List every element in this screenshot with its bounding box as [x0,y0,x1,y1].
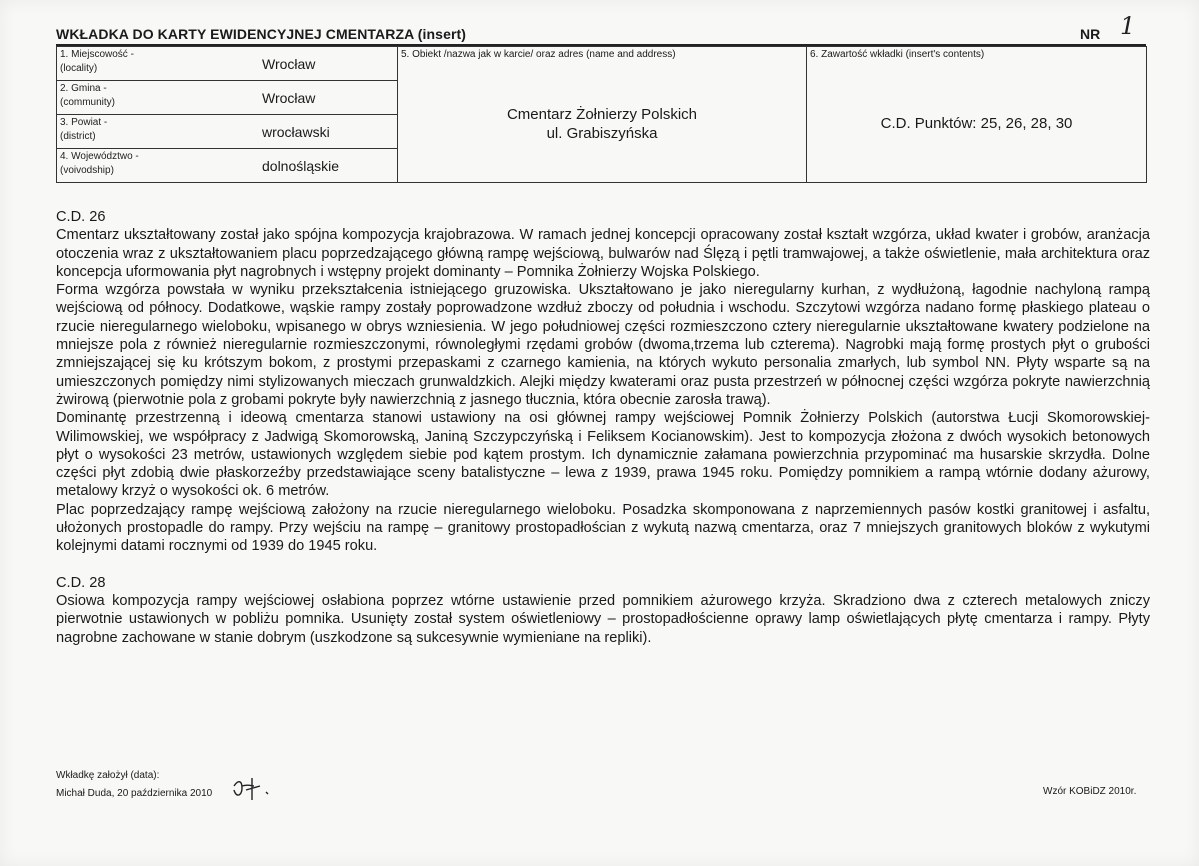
contents-value: C.D. Punktów: 25, 26, 28, 30 [880,115,1073,132]
object-cell [398,47,807,183]
field-locality-value: Wrocław [262,56,316,72]
field-community [57,81,398,115]
field-locality-label-en: (locality) [60,63,98,74]
paragraph: Osiowa kompozycja rampy wejściowej osłabiona poprzez wtórne ustawienie przed pomnikiem ażurowego krzyża. Skradziono dwa z czterech metalowych zniczy pierwotnie ustawionych w pobliżu pomnika. Usunięty został system oświetleniowy – prostopadłościenne oprawy lamp oświetlających płytę cmentarza i rampy. Płyty nagrobne zachowane w stanie dobrym (uszkodzone są sukcesywnie wymieniane na repliki). [56,592,1150,646]
document-body [56,208,1150,647]
number-label: NR [1080,26,1101,42]
number-value: 1 [1120,12,1136,40]
field-district-label: 3. Powiat - [60,117,108,128]
signature-mark [228,772,298,808]
paragraph: Forma wzgórza powstała w wyniku przekształcenia istniejącego gruzowiska. Ukształtowano je jako nieregularny kurhan, z wydłużoną, łagodnie nachyloną rampą wejściową od północy. Dodatkowe, wąskie rampy zostały poprowadzone wzdłuż zboczy od południa i wschodu. Szczytowi wzgórza nadano formę płaskiego plateau o rzucie nieregularnego wieloboku, wpisanego w obrys wzniesienia. W jego południowej części rozmieszczono cztery nieregularnie ukształtowane kwatery podzielone na mniejsze pola z również nieregularnie rozmieszczonymi, równoległymi rzędami grobów (dwoma,trzema lub czterema). Nagrobki mają formę prostych płyt o grubości zmniejszającej się ku krótszym bokom, z prostymi przepaskami z czarnego kamienia, na których wykuto personalia zmarłych, lub symbol NN. Płyty wsparte są na umieszczonych pomiędzy nimi stylizowanych mieczach grunwaldzkich. Alejki między kwaterami oraz pusta przestrzeń w północnej części wzgórza pokryte nawierzchnią żwirową (pierwotnie pola z grobami pokryte były nawierzchnią z jasnego tłucznia, która obecnie zarosła trawą). [56,282,1150,408]
object-header: 5. Obiekt /nazwa jak w karcie/ oraz adres (name and address) [401,49,676,60]
info-table [56,46,1147,183]
paragraph: Dominantę przestrzenną i ideową cmentarza stanowi ustawiony na osi głównej rampy wejściowej Pomnik Żołnierzy Polskich (autorstwa Łucji Skomorowskiej-Wilimowskiej, we współpracy z Jadwigą Skomorowską, Janiną Szczypczyńską i Feliksem Kocianowskim). Jest to kompozycja złożona z dwóch wysokich betonowych płyt o wysokości 23 metrów, ustawionych względem siebie pod kątem prostym. Ich dynamicznie załamana powierzchnia przypominać ma husarskie skrzydła. Dolne części płyt zdobią dwie płaskorzeźby przedstawiające sceny batalistyczne – lewa z 1939, prawa 1945 roku. Pomiędzy pomnikiem a rampą wtórnie dodany ażurowy, metalowy krzyż o wysokości ok. 6 metrów. [56,410,1150,500]
field-district-label-en: (district) [60,131,96,142]
field-voivodship [57,149,398,183]
field-district-value: wrocławski [262,124,330,140]
document-title: WKŁADKA DO KARTY EWIDENCYJNEJ CMENTARZA (insert) [56,26,467,42]
object-address: ul. Grabiszyńska [546,125,658,142]
field-voivodship-label: 4. Województwo - [60,151,139,162]
section-heading: C.D. 26 [56,209,106,225]
field-community-label: 2. Gmina - [60,83,107,94]
contents-header: 6. Zawartość wkładki (insert's contents) [810,49,985,60]
field-locality [57,47,398,81]
field-voivodship-value: dolnośląskie [262,158,340,174]
field-community-label-en: (community) [60,97,116,108]
object-name: Cmentarz Żołnierzy Polskich [506,106,698,123]
footer-author: Michał Duda, 20 października 2010 [56,788,213,799]
paragraph: Plac poprzedzający rampę wejściową założony na rzucie nieregularnego wieloboku. Posadzka skomponowana z naprzemiennych pasów kostki granitowej i asfaltu, ułożonych prostopadle do rampy. Przy wejściu na rampę – granitowy prostopadłościan z wykutą nazwą cmentarza, oraz 7 mniejszych granitowych bloków z wykutymi kolejnymi datami rocznymi od 1939 do 1945 roku. [56,501,1150,555]
contents-cell [807,47,1147,183]
field-district [57,115,398,149]
field-community-value: Wrocław [262,90,316,106]
paragraph: Cmentarz ukształtowany został jako spójna kompozycja krajobrazowa. W ramach jednej koncepcji opracowany został kształt wzgórza, układ kwater i grobów, aranżacja otoczenia wraz z ukształtowaniem placu poprzedzającego główną rampę wejściową, bulwarów nad Ślęzą i pętli tramwajowej, a także oświetlenie, mała architektura oraz koncepcja uformowania płyt nagrobnych i wstępny projekt dominanty – Pomnika Żołnierzy Wojska Polskiego. [56,227,1150,280]
field-voivodship-label-en: (voivodship) [60,165,114,176]
section-heading: C.D. 28 [56,574,106,591]
template-label: Wzór KOBiDZ 2010r. [1043,786,1137,797]
footer-label: Wkładkę założył (data): [56,770,160,781]
field-locality-label: 1. Miejscowość - [60,49,134,60]
